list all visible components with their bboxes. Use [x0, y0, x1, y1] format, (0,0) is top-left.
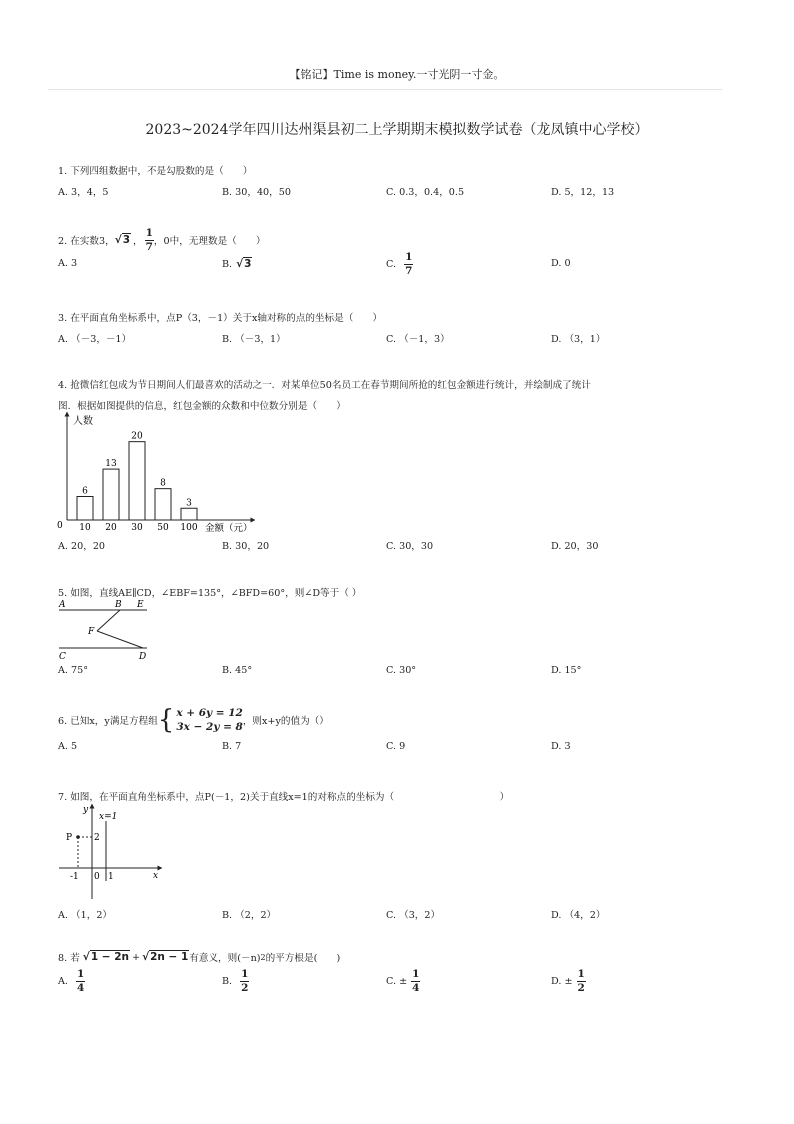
q5-stem: 5. 如图，直线AE∥CD，∠EBF=135°，∠BFD=60°，则∠D等于（ ）	[58, 588, 362, 599]
q2-fraction-den: 7	[145, 240, 153, 253]
x-tick-label: 30	[131, 523, 143, 533]
q6-stem-suffix: ，则x+y的值为（）	[242, 716, 329, 728]
q7-option-c: C. （3，2）	[386, 910, 441, 921]
q8-option-b-prefix: B.	[222, 975, 233, 987]
coord-x-label: x	[153, 871, 159, 881]
bar-chart	[55, 410, 255, 535]
q4-stem-line1: 4. 抢微信红包成为节日期间人们最喜欢的活动之一．对某单位50名员工在春节期间所抢的红包金额进行统计，并绘制成了统计	[58, 380, 591, 391]
bar-30	[129, 442, 145, 520]
q8-option-c-fraction	[411, 969, 420, 993]
q8-plus: +	[132, 951, 141, 963]
q8-option-c-prefix: C. ±	[386, 975, 408, 987]
q5-option-c: C. 30°	[386, 665, 417, 676]
q8-option-a-den: 4	[76, 981, 85, 994]
q6-option-d: D. 3	[551, 741, 571, 752]
q3-option-b: B. （－3，1）	[222, 334, 286, 345]
q2-option-b	[222, 258, 252, 270]
q8-option-c	[386, 969, 420, 993]
bar-value-label: 8	[160, 478, 166, 489]
chart-x-label: 金额（元）	[205, 523, 253, 534]
q1-stem: 1. 下列四组数据中，不是勾股数的是（ ）	[58, 166, 253, 177]
page-title: 2023~2024学年四川达州渠县初二上学期期末模拟数学试卷（龙凤镇中心学校）	[145, 122, 649, 138]
q8-stem-suffix: 的平方根是( )	[265, 953, 341, 964]
q2-option-c-prefix: C.	[386, 258, 397, 270]
bar-value-label: 13	[105, 459, 117, 470]
q8-option-b-num: 1	[241, 968, 249, 980]
q1-option-b: B. 30，40，50	[222, 187, 291, 198]
x-tick-label: 100	[180, 523, 198, 533]
q8-option-a-num: 1	[76, 968, 85, 980]
line-label: x=1	[99, 812, 118, 822]
q2-fraction-num: 1	[145, 227, 153, 239]
q4-option-b: B. 30，20	[222, 541, 270, 552]
q7-option-b: B. （2，2）	[222, 910, 277, 921]
q2-option-a: A. 3	[58, 258, 78, 269]
q5-option-a: A. 75°	[58, 665, 89, 676]
chart-bars	[77, 432, 198, 533]
q2-option-c-num: 1	[405, 251, 413, 263]
label-d: D	[139, 652, 147, 662]
q6-option-c: C. 9	[386, 741, 406, 752]
q8-sqrt-2: √2n − 1	[142, 951, 189, 963]
q2-option-c-den: 7	[405, 264, 413, 277]
q2-option-c-fraction	[404, 252, 413, 276]
bar-20	[103, 469, 119, 520]
q8-radicand-1: 1 − 2n	[90, 951, 130, 963]
q3-option-a: A. （－3，－1）	[58, 334, 132, 345]
q8-option-c-den: 4	[412, 981, 420, 994]
label-e: E	[137, 600, 144, 610]
q8-exponent: 2	[260, 952, 266, 962]
label-a: A	[59, 600, 66, 610]
q2-stem-prefix: 2. 在实数3，	[58, 236, 115, 247]
q6-equation-2: 3x − 2y = 8	[176, 721, 243, 734]
coord-y-label: y	[83, 805, 89, 815]
q6-equation-1: x + 6y = 12	[176, 707, 243, 719]
q6-equation-system	[158, 706, 243, 734]
q5-option-d: D. 15°	[551, 665, 582, 676]
q8-option-a-fraction	[76, 969, 85, 993]
q8-stem	[58, 950, 340, 964]
label-c: C	[59, 652, 66, 662]
q4-option-a: A. 20，20	[58, 541, 106, 552]
q5-option-b: B. 45°	[222, 665, 253, 676]
q2-option-b-radicand: 3	[244, 258, 252, 270]
segment-fd	[97, 631, 143, 648]
parallel-lines-figure	[55, 597, 155, 663]
bar-value-label: 6	[82, 486, 88, 497]
bar-value-label: 3	[186, 498, 192, 509]
x-tick-1: 1	[108, 872, 114, 882]
y-tick-2: 2	[94, 833, 100, 843]
q4-option-c: C. 30，30	[386, 541, 434, 552]
motto: 【铭记】Time is money.一寸光阴一寸金。	[289, 68, 505, 81]
q8-option-c-num: 1	[412, 968, 420, 980]
q6-brace: {	[157, 705, 175, 736]
q8-option-a-prefix: A.	[58, 975, 68, 987]
bar-50	[155, 489, 171, 520]
q8-option-a	[58, 969, 85, 993]
q2-stem: 2. 在实数3， √3 ， $\frac{1}{7}$ ，0中，无理数是（ ）	[58, 227, 266, 253]
q8-option-b	[222, 969, 249, 993]
x-tick-neg-1: -1	[70, 872, 79, 882]
q8-option-d	[551, 969, 586, 993]
q4-option-d: D. 20，30	[551, 541, 599, 552]
bar-value-label: 20	[131, 431, 143, 442]
q2-sqrt: √3	[114, 234, 131, 246]
q7-option-d: D. （4，2）	[551, 910, 606, 921]
q2-option-b-prefix: B.	[222, 258, 233, 270]
q2-option-b-sqrt: √3	[236, 258, 252, 270]
bar-100	[181, 508, 197, 520]
q6-stem-prefix: 6. 已知x，y满足方程组	[58, 716, 158, 728]
q8-option-d-den: 2	[577, 981, 585, 994]
q8-option-b-fraction	[240, 969, 249, 993]
q8-sqrt-1: √1 − 2n	[82, 951, 130, 963]
q1-option-d: D. 5，12，13	[551, 187, 615, 198]
q7-stem: 7. 如图，在平面直角坐标系中，点P(－1，2)关于直线x=1的对称点的坐标为（ ）	[58, 792, 510, 803]
q8-option-d-num: 1	[577, 968, 585, 980]
q7-option-a: A. （1，2）	[58, 910, 113, 921]
x-tick-label: 50	[157, 523, 169, 533]
q8-option-b-den: 2	[241, 981, 249, 994]
label-f: F	[88, 627, 95, 637]
q2-option-c	[386, 252, 413, 276]
origin-label: 0	[94, 872, 100, 882]
x-tick-label: 10	[79, 523, 91, 533]
q3-stem: 3. 在平面直角坐标系中，点P（3，－1）关于x轴对称的点的坐标是（ ）	[58, 313, 383, 324]
q8-radicand-2: 2n − 1	[150, 951, 189, 963]
chart-origin-label: 0	[57, 521, 63, 531]
q2-option-d: D. 0	[551, 258, 571, 269]
q3-option-c: C. （－1，3）	[386, 334, 450, 345]
q2-sqrt-radicand: 3	[122, 234, 131, 246]
chart-y-label: 人数	[73, 416, 93, 427]
header-divider	[48, 89, 722, 90]
q8-option-d-fraction	[577, 969, 586, 993]
point-p-label: P	[66, 833, 73, 843]
x-tick-label: 20	[105, 523, 117, 533]
q2-stem-suffix: ，0中，无理数是（ ）	[153, 236, 266, 247]
q8-stem-prefix: 8. 若	[58, 953, 80, 964]
coordinate-figure	[55, 801, 165, 901]
point-p	[76, 835, 80, 839]
q6-option-b: B. 7	[222, 741, 242, 752]
q4-stem-line2: 图．根据如图提供的信息，红包金额的众数和中位数分别是（ ）	[58, 401, 346, 412]
label-b: B	[115, 600, 122, 610]
q8-stem-mid: 有意义，则(－n)	[189, 953, 261, 964]
q3-option-d: D. （3，1）	[551, 334, 606, 345]
q6-stem	[58, 706, 329, 734]
bar-10	[77, 497, 93, 521]
q6-option-a: A. 5	[58, 741, 78, 752]
q1-option-a: A. 3，4，5	[58, 187, 109, 198]
segment-bf	[97, 610, 120, 631]
q8-option-d-prefix: D. ±	[551, 975, 573, 987]
q2-fraction	[145, 228, 154, 252]
q1-option-c: C. 0.3，0.4，0.5	[386, 187, 465, 198]
